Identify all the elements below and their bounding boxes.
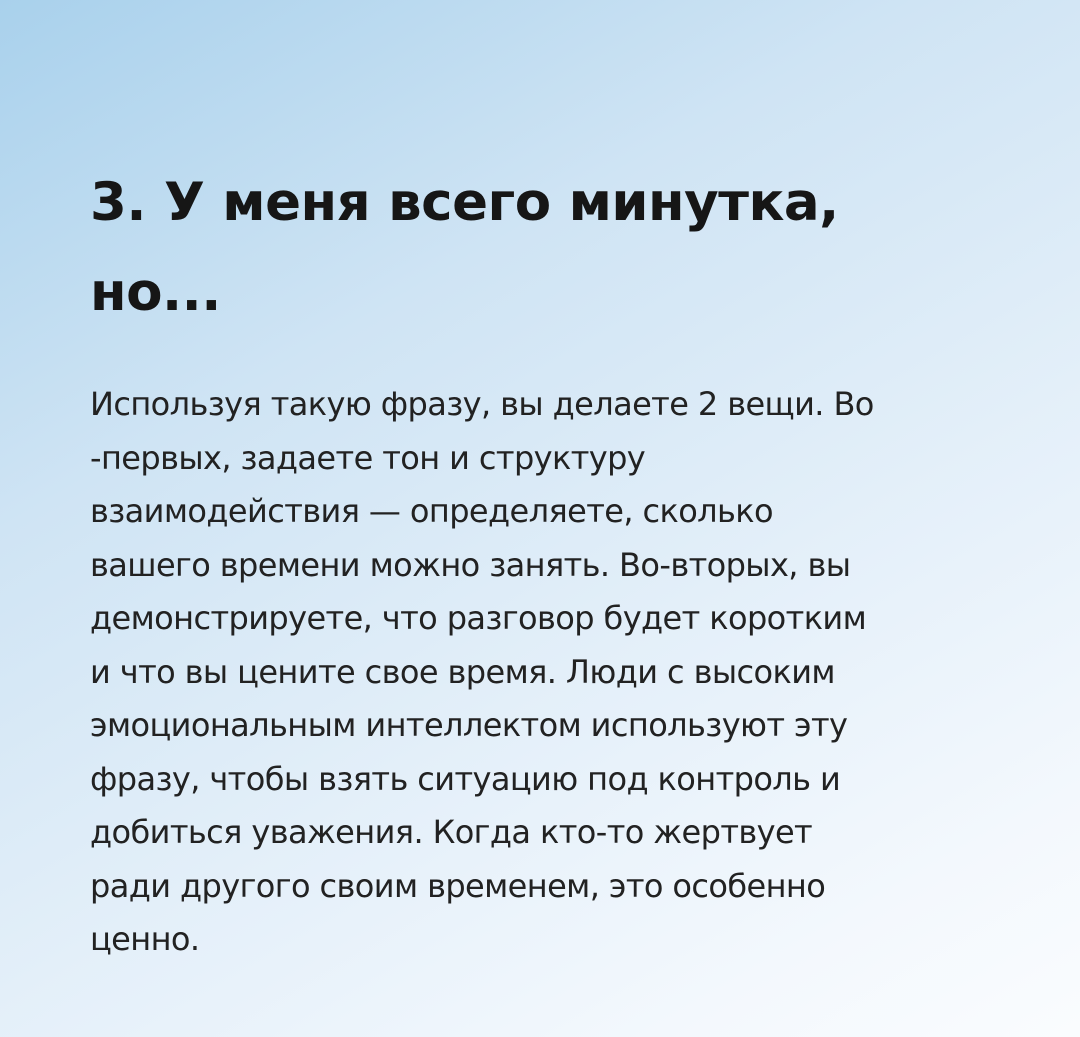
heading-line: но... xyxy=(90,262,221,323)
heading-line: 3. У меня всего минутка, xyxy=(90,172,839,233)
body-paragraph xyxy=(90,378,1010,967)
body-line: взаимодействия — определяете, сколько xyxy=(90,492,773,530)
body-line: фразу, чтобы взять ситуацию под контроль и xyxy=(90,759,841,798)
body-line: ценно. xyxy=(90,920,200,958)
body-line: добиться уважения. Когда кто-то жертвует xyxy=(90,813,813,851)
body-line: эмоциональным интеллектом используют эту xyxy=(90,706,848,744)
body-line: Используя такую фразу, вы делаете 2 вещи. Во xyxy=(90,385,874,423)
body-line: вашего времени можно занять. Во-вторых, вы xyxy=(90,545,851,584)
body-line: демонстрируете, что разговор будет коротким xyxy=(90,599,867,637)
body-line: -первых, задаете тон и структуру xyxy=(90,438,646,477)
body-line: и что вы цените свое время. Люди с высоким xyxy=(90,652,835,691)
body-line: ради другого своим временем, это особенно xyxy=(90,866,826,905)
heading xyxy=(90,158,1010,338)
content-card xyxy=(90,158,1010,967)
